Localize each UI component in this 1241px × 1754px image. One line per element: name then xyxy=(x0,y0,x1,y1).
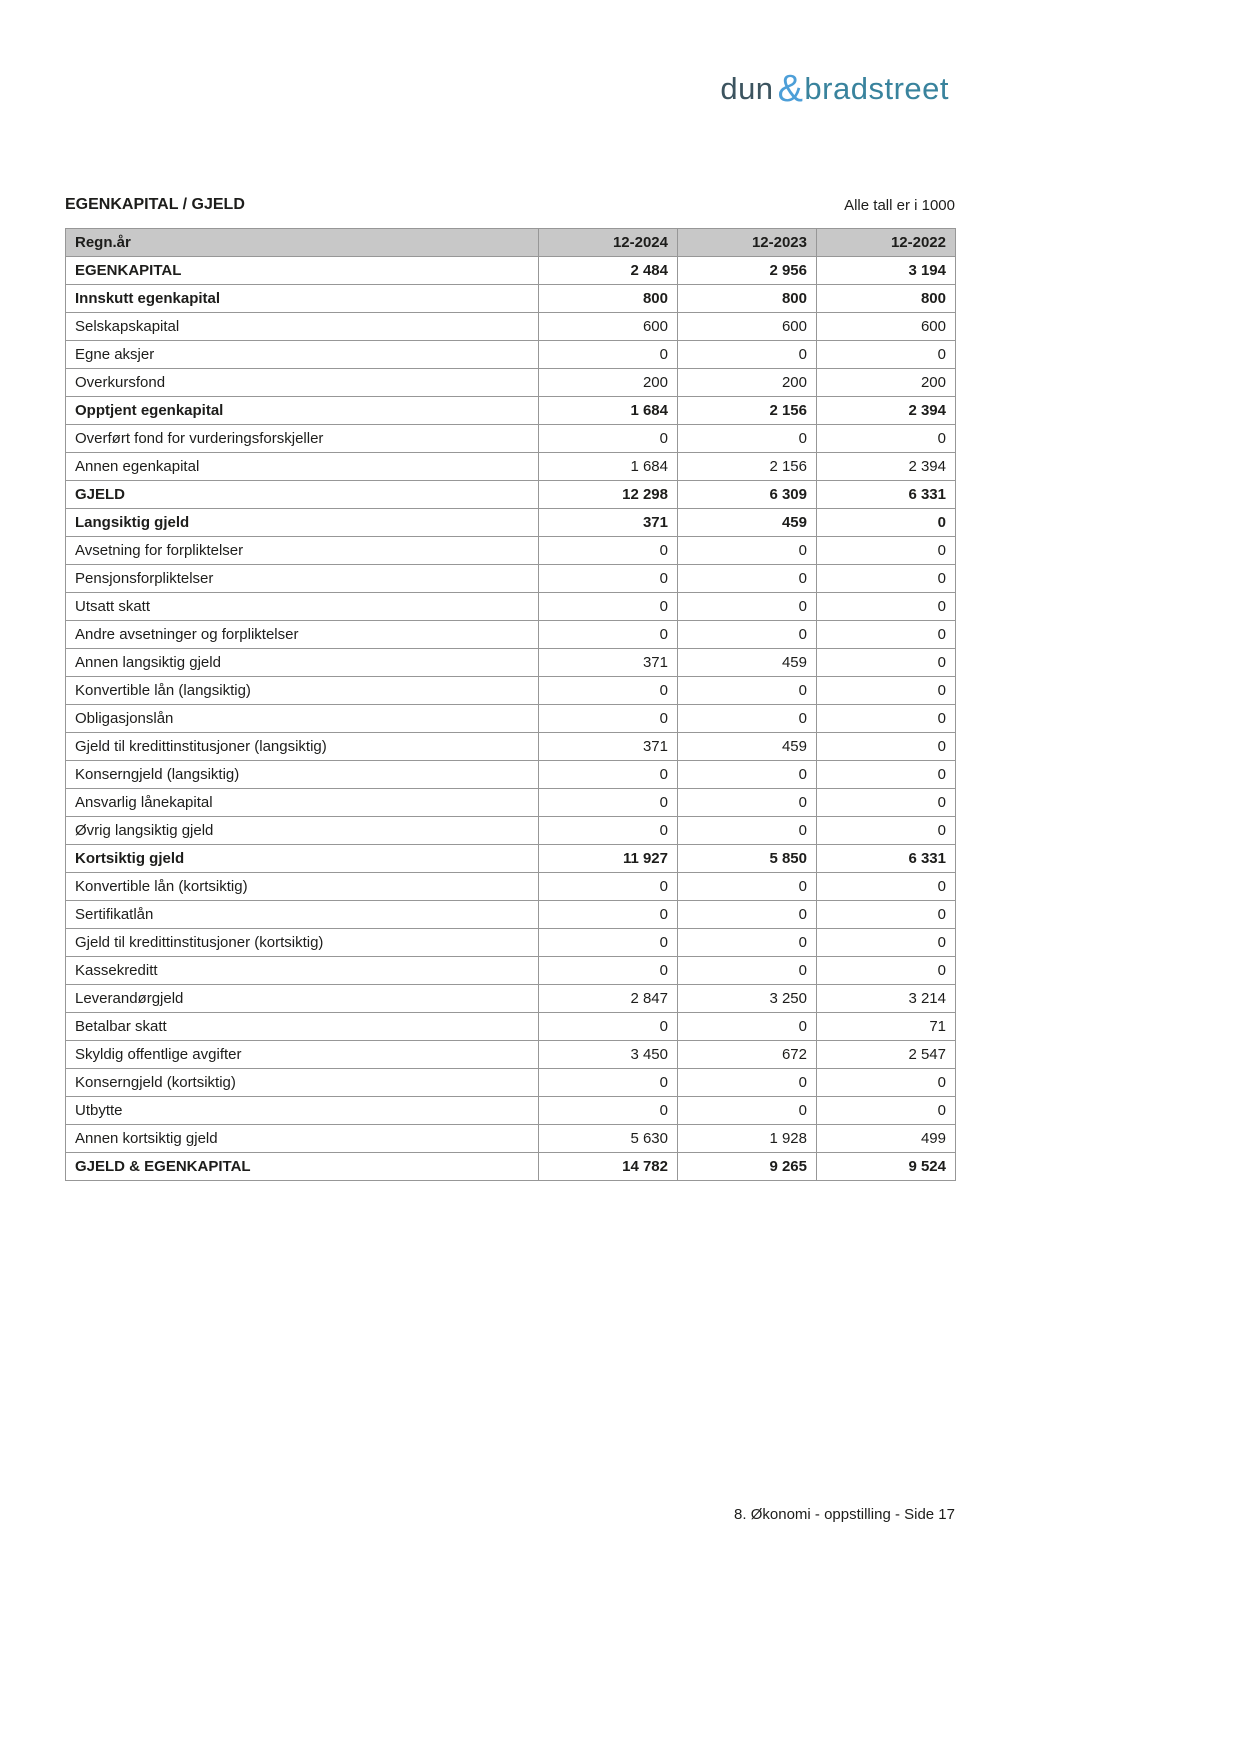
row-value: 5 850 xyxy=(678,845,817,873)
row-value: 0 xyxy=(817,1097,956,1125)
table-row xyxy=(66,453,956,481)
row-value: 800 xyxy=(678,285,817,313)
balance-sheet-table xyxy=(65,228,956,1181)
row-value: 0 xyxy=(817,649,956,677)
row-value: 2 394 xyxy=(817,397,956,425)
row-value: 9 265 xyxy=(678,1153,817,1181)
table-row xyxy=(66,509,956,537)
row-value: 0 xyxy=(817,957,956,985)
row-value: 0 xyxy=(817,677,956,705)
row-value: 0 xyxy=(539,789,678,817)
row-value: 0 xyxy=(539,565,678,593)
row-value: 0 xyxy=(539,957,678,985)
row-value: 14 782 xyxy=(539,1153,678,1181)
row-value: 0 xyxy=(678,565,817,593)
row-value: 371 xyxy=(539,733,678,761)
row-value: 0 xyxy=(678,593,817,621)
row-value: 0 xyxy=(678,957,817,985)
table-row xyxy=(66,341,956,369)
row-value: 499 xyxy=(817,1125,956,1153)
table-row xyxy=(66,1069,956,1097)
column-header-label: Regn.år xyxy=(66,229,539,257)
row-value: 371 xyxy=(539,649,678,677)
logo-ampersand-icon: & xyxy=(777,68,804,110)
table-row xyxy=(66,369,956,397)
row-value: 0 xyxy=(817,565,956,593)
row-label: EGENKAPITAL xyxy=(66,257,539,285)
row-value: 0 xyxy=(539,929,678,957)
row-value: 11 927 xyxy=(539,845,678,873)
table-row xyxy=(66,761,956,789)
table-row xyxy=(66,593,956,621)
table-row xyxy=(66,649,956,677)
table-row xyxy=(66,257,956,285)
row-value: 0 xyxy=(817,621,956,649)
row-value: 1 684 xyxy=(539,397,678,425)
table-row xyxy=(66,1153,956,1181)
row-value: 459 xyxy=(678,649,817,677)
row-label: Konvertible lån (langsiktig) xyxy=(66,677,539,705)
row-value: 1 928 xyxy=(678,1125,817,1153)
row-value: 0 xyxy=(539,1097,678,1125)
table-row xyxy=(66,789,956,817)
row-value: 0 xyxy=(539,1069,678,1097)
row-value: 800 xyxy=(817,285,956,313)
row-value: 0 xyxy=(817,425,956,453)
row-value: 2 484 xyxy=(539,257,678,285)
row-value: 0 xyxy=(817,593,956,621)
row-label: Andre avsetninger og forpliktelser xyxy=(66,621,539,649)
row-label: Kortsiktig gjeld xyxy=(66,845,539,873)
row-value: 0 xyxy=(678,677,817,705)
row-value: 0 xyxy=(678,621,817,649)
row-value: 600 xyxy=(539,313,678,341)
row-value: 0 xyxy=(539,425,678,453)
row-value: 0 xyxy=(817,761,956,789)
row-value: 0 xyxy=(678,789,817,817)
table-row xyxy=(66,481,956,509)
table-row xyxy=(66,845,956,873)
row-value: 0 xyxy=(539,677,678,705)
row-value: 0 xyxy=(678,1013,817,1041)
dun-and-bradstreet-logo xyxy=(720,66,949,109)
row-value: 0 xyxy=(539,621,678,649)
table-row xyxy=(66,733,956,761)
row-value: 371 xyxy=(539,509,678,537)
row-label: Skyldig offentlige avgifter xyxy=(66,1041,539,1069)
row-value: 3 450 xyxy=(539,1041,678,1069)
table-row xyxy=(66,957,956,985)
row-label: Leverandørgjeld xyxy=(66,985,539,1013)
row-value: 0 xyxy=(539,537,678,565)
row-label: GJELD & EGENKAPITAL xyxy=(66,1153,539,1181)
row-value: 200 xyxy=(539,369,678,397)
table-row xyxy=(66,313,956,341)
row-label: Obligasjonslån xyxy=(66,705,539,733)
row-label: Betalbar skatt xyxy=(66,1013,539,1041)
row-value: 0 xyxy=(539,901,678,929)
row-value: 3 214 xyxy=(817,985,956,1013)
row-label: Utsatt skatt xyxy=(66,593,539,621)
row-value: 459 xyxy=(678,733,817,761)
table-row xyxy=(66,1097,956,1125)
row-value: 2 956 xyxy=(678,257,817,285)
row-value: 6 331 xyxy=(817,845,956,873)
row-value: 0 xyxy=(539,341,678,369)
row-value: 0 xyxy=(678,901,817,929)
column-header-year: 12-2024 xyxy=(539,229,678,257)
table-row xyxy=(66,397,956,425)
row-value: 0 xyxy=(678,761,817,789)
table-row xyxy=(66,537,956,565)
row-value: 0 xyxy=(678,873,817,901)
title-row xyxy=(65,196,955,214)
row-label: Annen egenkapital xyxy=(66,453,539,481)
table-header-row xyxy=(66,229,956,257)
row-value: 0 xyxy=(817,789,956,817)
table-row xyxy=(66,985,956,1013)
table-row xyxy=(66,901,956,929)
column-header-year: 12-2022 xyxy=(817,229,956,257)
units-note: Alle tall er i 1000 xyxy=(844,197,955,214)
row-value: 800 xyxy=(539,285,678,313)
row-label: Avsetning for forpliktelser xyxy=(66,537,539,565)
row-value: 3 194 xyxy=(817,257,956,285)
row-label: Konserngjeld (kortsiktig) xyxy=(66,1069,539,1097)
page-title: EGENKAPITAL / GJELD xyxy=(65,196,245,213)
table-row xyxy=(66,425,956,453)
row-value: 0 xyxy=(539,873,678,901)
row-label: GJELD xyxy=(66,481,539,509)
table-header xyxy=(66,229,956,257)
row-value: 0 xyxy=(817,817,956,845)
table-row xyxy=(66,1041,956,1069)
row-value: 600 xyxy=(678,313,817,341)
row-value: 0 xyxy=(817,537,956,565)
row-value: 0 xyxy=(678,705,817,733)
row-value: 0 xyxy=(539,593,678,621)
row-value: 2 394 xyxy=(817,453,956,481)
table-row xyxy=(66,677,956,705)
table-row xyxy=(66,1013,956,1041)
row-label: Øvrig langsiktig gjeld xyxy=(66,817,539,845)
row-value: 200 xyxy=(678,369,817,397)
table-row xyxy=(66,621,956,649)
row-value: 0 xyxy=(539,705,678,733)
row-value: 0 xyxy=(817,733,956,761)
row-value: 2 156 xyxy=(678,453,817,481)
balance-table-body xyxy=(66,257,956,1181)
row-label: Selskapskapital xyxy=(66,313,539,341)
row-value: 2 547 xyxy=(817,1041,956,1069)
row-value: 0 xyxy=(678,1097,817,1125)
table-row xyxy=(66,285,956,313)
row-label: Utbytte xyxy=(66,1097,539,1125)
row-value: 5 630 xyxy=(539,1125,678,1153)
row-value: 0 xyxy=(817,341,956,369)
row-value: 12 298 xyxy=(539,481,678,509)
row-value: 3 250 xyxy=(678,985,817,1013)
row-value: 0 xyxy=(817,873,956,901)
row-label: Sertifikatlån xyxy=(66,901,539,929)
row-label: Ansvarlig lånekapital xyxy=(66,789,539,817)
row-value: 2 156 xyxy=(678,397,817,425)
row-value: 0 xyxy=(817,929,956,957)
row-label: Annen kortsiktig gjeld xyxy=(66,1125,539,1153)
row-label: Annen langsiktig gjeld xyxy=(66,649,539,677)
row-label: Langsiktig gjeld xyxy=(66,509,539,537)
row-value: 0 xyxy=(678,929,817,957)
row-value: 71 xyxy=(817,1013,956,1041)
row-value: 0 xyxy=(678,341,817,369)
logo-text-bradstreet: bradstreet xyxy=(804,71,949,106)
row-value: 1 684 xyxy=(539,453,678,481)
row-value: 0 xyxy=(539,1013,678,1041)
row-value: 2 847 xyxy=(539,985,678,1013)
row-value: 459 xyxy=(678,509,817,537)
row-value: 6 331 xyxy=(817,481,956,509)
table-row xyxy=(66,705,956,733)
table-row xyxy=(66,817,956,845)
table-row xyxy=(66,929,956,957)
table-row xyxy=(66,873,956,901)
row-value: 600 xyxy=(817,313,956,341)
logo-text-dun: dun xyxy=(720,71,774,106)
row-value: 200 xyxy=(817,369,956,397)
row-value: 0 xyxy=(678,817,817,845)
row-label: Opptjent egenkapital xyxy=(66,397,539,425)
row-label: Egne aksjer xyxy=(66,341,539,369)
row-label: Innskutt egenkapital xyxy=(66,285,539,313)
table-row xyxy=(66,1125,956,1153)
row-value: 672 xyxy=(678,1041,817,1069)
row-label: Kassekreditt xyxy=(66,957,539,985)
row-label: Overkursfond xyxy=(66,369,539,397)
page-footer: 8. Økonomi - oppstilling - Side 17 xyxy=(734,1506,955,1523)
row-value: 0 xyxy=(678,537,817,565)
row-value: 0 xyxy=(678,425,817,453)
row-value: 0 xyxy=(539,817,678,845)
table-row xyxy=(66,565,956,593)
row-label: Overført fond for vurderingsforskjeller xyxy=(66,425,539,453)
row-value: 6 309 xyxy=(678,481,817,509)
row-value: 0 xyxy=(817,705,956,733)
row-label: Pensjonsforpliktelser xyxy=(66,565,539,593)
row-value: 0 xyxy=(817,509,956,537)
row-value: 0 xyxy=(539,761,678,789)
row-value: 0 xyxy=(678,1069,817,1097)
row-value: 9 524 xyxy=(817,1153,956,1181)
column-header-year: 12-2023 xyxy=(678,229,817,257)
row-label: Gjeld til kredittinstitusjoner (kortsiktig) xyxy=(66,929,539,957)
row-value: 0 xyxy=(817,901,956,929)
row-label: Gjeld til kredittinstitusjoner (langsiktig) xyxy=(66,733,539,761)
row-value: 0 xyxy=(817,1069,956,1097)
row-label: Konvertible lån (kortsiktig) xyxy=(66,873,539,901)
row-label: Konserngjeld (langsiktig) xyxy=(66,761,539,789)
